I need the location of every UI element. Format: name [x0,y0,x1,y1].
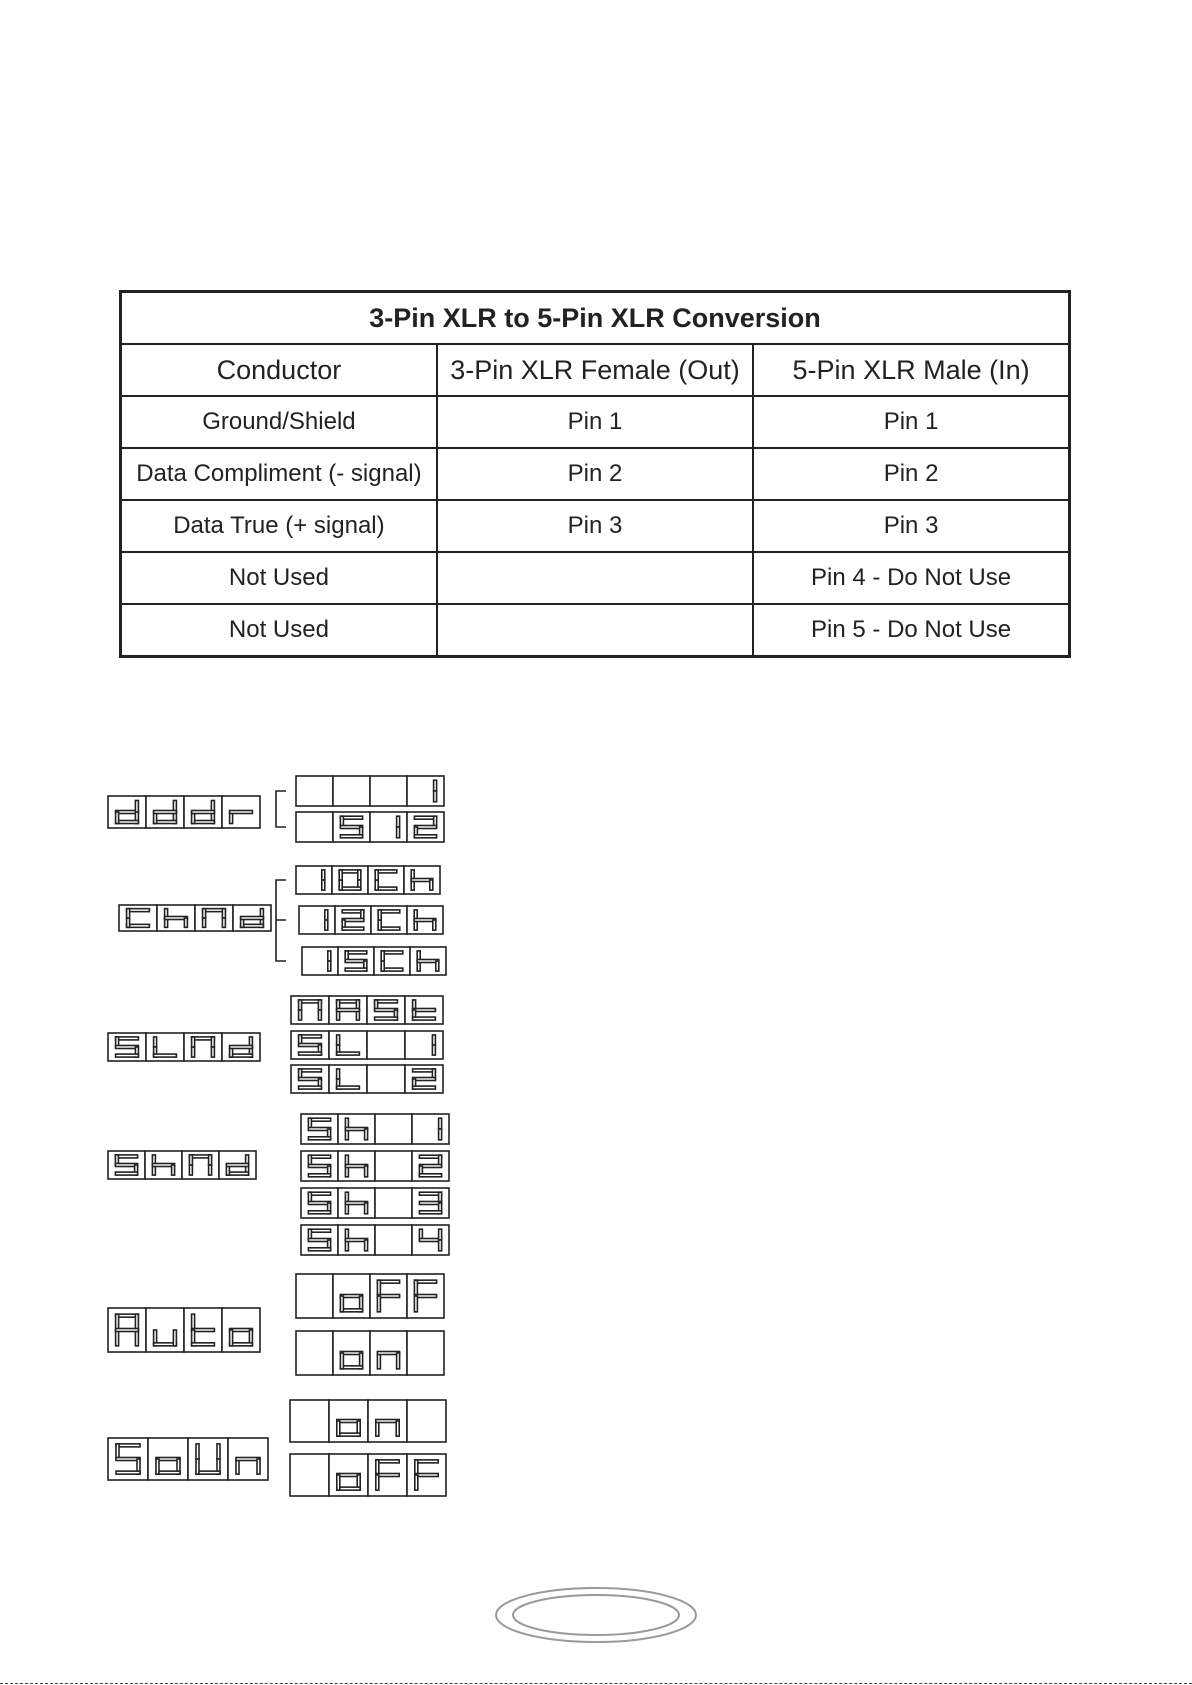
lcd-segment [365,1203,368,1214]
lcd-segment [377,1280,380,1296]
lcd-segment [337,1069,340,1079]
menu-label-slmd [108,1033,260,1061]
lcd-segment [196,1444,199,1459]
lcd-cell [412,1114,449,1144]
table-cell: Not Used [121,552,437,604]
lcd-segment [419,1211,441,1214]
lcd-segment [337,1035,340,1045]
lcd-segment [337,1009,360,1012]
lcd-segment [432,1045,435,1055]
lcd-segment [397,827,400,838]
lcd-segment [381,951,384,961]
lcd-segment [116,1054,139,1057]
lcd-segment [419,1174,441,1177]
lcd-menu-diagram [0,760,1192,1520]
lcd-segment [154,1054,177,1057]
lcd-segment [209,1155,212,1165]
lcd-segment [337,1475,340,1490]
lcd-segment [414,1296,417,1312]
lcd-segment [135,1330,138,1346]
menu-option [302,947,446,975]
lcd-segment [436,961,439,971]
lcd-segment [116,1314,119,1330]
lcd-cell [370,812,407,842]
menu-option [301,1225,449,1255]
lcd-segment [230,1046,253,1049]
lcd-segment [340,1296,343,1312]
lcd-segment [241,917,264,920]
table-row [121,500,1070,552]
table-cell: Pin 5 - Do Not Use [753,604,1069,657]
lcd-segment [127,918,130,927]
header-3pin: 3-Pin XLR Female (Out) [437,344,753,396]
lcd-segment [156,1459,159,1474]
page-bottom-rule [0,1683,1192,1684]
lcd-cell [375,1225,412,1255]
lcd-segment [189,1155,192,1165]
lcd-segment [192,1343,215,1346]
lcd-segment [308,1248,330,1251]
lcd-segment [135,800,138,812]
lcd-segment [365,1129,368,1140]
menu-option [301,1114,449,1144]
menu-option [290,1454,446,1496]
lcd-segment [299,1052,322,1055]
lcd-segment [299,1086,322,1089]
lcd-segment [192,1047,195,1057]
lcd-segment [342,927,364,930]
lcd-cell [290,1400,329,1442]
page-number-oval [493,1585,699,1645]
lcd-segment [226,1164,248,1167]
lcd-segment [192,811,215,814]
menu-label-shmd [108,1151,256,1179]
menu-option [299,906,443,934]
lcd-segment [375,1017,398,1020]
table-cell: Pin 1 [437,396,753,448]
lcd-segment [209,1165,212,1175]
lcd-segment [397,816,400,827]
lcd-cell [375,1114,412,1144]
table-cell [437,552,753,604]
lcd-segment [308,1137,330,1140]
lcd-segment [414,835,436,838]
lcd-cell [375,1151,412,1181]
lcd-segment [308,1174,330,1177]
lcd-cell [405,1031,443,1059]
table-row [121,552,1070,604]
lcd-segment [439,1229,442,1240]
table-row [121,604,1070,657]
table-cell [437,604,753,657]
lcd-cell [296,1274,333,1318]
lcd-cell [367,1065,405,1093]
lcd-cell [375,1188,412,1218]
lcd-segment [325,910,328,920]
table-cell: Pin 4 - Do Not Use [753,552,1069,604]
lcd-segment [203,918,206,927]
lcd-segment [318,1010,321,1020]
lcd-segment [433,920,436,930]
menu-option [290,1400,446,1442]
lcd-segment [325,920,328,930]
menu-label-soun [108,1438,268,1480]
lcd-segment [340,835,362,838]
lcd-segment [328,951,331,961]
lcd-segment [377,1353,380,1369]
table-row [121,448,1070,500]
table-cell: Pin 1 [753,396,1069,448]
menu-option [301,1188,449,1218]
lcd-segment [318,1000,321,1010]
lcd-cell [367,1031,405,1059]
lcd-segment [322,870,325,880]
lcd-cell [296,812,333,842]
lcd-segment [414,1280,417,1296]
lcd-segment [196,1459,199,1474]
lcd-segment [340,1353,343,1369]
lcd-segment [222,909,225,918]
header-5pin: 5-Pin XLR Male (In) [753,344,1069,396]
lcd-segment [308,1211,330,1214]
lcd-segment [439,1240,442,1251]
lcd-segment [299,1010,302,1020]
lcd-segment [192,1314,195,1330]
bracket-connector [276,791,286,827]
menu-option [291,996,443,1024]
lcd-segment [375,880,378,890]
lcd-segment [172,1165,175,1175]
lcd-segment [116,812,119,824]
lcd-segment [439,1129,442,1140]
lcd-segment [345,968,367,971]
table-title: 3-Pin XLR to 5-Pin XLR Conversion [121,292,1070,345]
lcd-segment [299,1000,302,1010]
lcd-segment [375,870,378,880]
lcd-segment [328,961,331,971]
lcd-segment [413,1086,436,1089]
lcd-segment [115,1172,137,1175]
menu-label-auto [108,1308,260,1352]
lcd-segment [358,870,361,880]
lcd-segment [397,1353,400,1369]
lcd-segment [365,1240,368,1251]
lcd-cell [370,776,407,806]
lcd-segment [173,1330,176,1346]
lcd-segment [376,1475,379,1490]
lcd-segment [230,811,253,814]
lcd-segment [434,791,437,802]
lcd-segment [378,920,381,930]
lcd-segment [365,1166,368,1177]
table-cell: Ground/Shield [121,396,437,448]
lcd-segment [211,1047,214,1057]
lcd-segment [189,1165,192,1175]
table-cell: Pin 2 [437,448,753,500]
menu-label-chmd [119,905,271,931]
lcd-segment [257,1459,260,1474]
lcd-segment [378,910,381,920]
lcd-cell [407,1400,446,1442]
menu-option [296,1274,444,1318]
lcd-segment [203,909,206,918]
menu-option [296,812,444,842]
lcd-segment [396,1421,399,1436]
lcd-segment [339,880,342,890]
lcd-segment [432,1035,435,1045]
xlr-conversion-table [119,290,1071,658]
menu-label-addr [108,796,260,828]
lcd-segment [439,1118,442,1129]
lcd-segment [222,918,225,927]
lcd-segment [192,1037,195,1047]
lcd-segment [154,1037,157,1047]
lcd-cell [333,776,370,806]
menu-option [296,1331,444,1375]
table-cell: Data Compliment (- signal) [121,448,437,500]
menu-option [296,776,444,806]
lcd-cell [290,1454,329,1496]
lcd-cell [299,906,335,934]
lcd-segment [116,1329,139,1332]
lcd-segment [217,1444,220,1459]
lcd-segment [413,1017,436,1020]
menu-option [291,1031,443,1059]
table-cell: Pin 2 [753,448,1069,500]
lcd-segment [127,909,130,918]
lcd-cell [296,776,333,806]
table-cell: Not Used [121,604,437,657]
header-conductor: Conductor [121,344,437,396]
table-row [121,396,1070,448]
lcd-segment [339,870,342,880]
table-cell: Pin 3 [437,500,753,552]
lcd-cell [296,1331,333,1375]
lcd-segment [434,780,437,791]
lcd-segment [415,1475,418,1490]
lcd-cell [296,866,332,894]
table-cell: Data True (+ signal) [121,500,437,552]
menu-option [301,1151,449,1181]
lcd-cell [407,776,444,806]
lcd-segment [184,918,187,927]
lcd-segment [116,1330,119,1346]
lcd-segment [322,880,325,890]
lcd-segment [381,961,384,971]
lcd-segment [211,1037,214,1047]
lcd-segment [337,1086,360,1089]
menu-option [296,866,440,894]
lcd-segment [430,880,433,890]
bracket-connector [276,880,286,961]
lcd-segment [337,1421,340,1436]
lcd-segment [154,811,177,814]
lcd-segment [337,1052,360,1055]
table-cell: Pin 3 [753,500,1069,552]
lcd-cell [302,947,338,975]
lcd-cell [407,1331,444,1375]
lcd-segment [230,1330,233,1346]
menu-option [291,1065,443,1093]
lcd-segment [135,1314,138,1330]
lcd-segment [116,1471,140,1474]
lcd-segment [377,1296,380,1312]
